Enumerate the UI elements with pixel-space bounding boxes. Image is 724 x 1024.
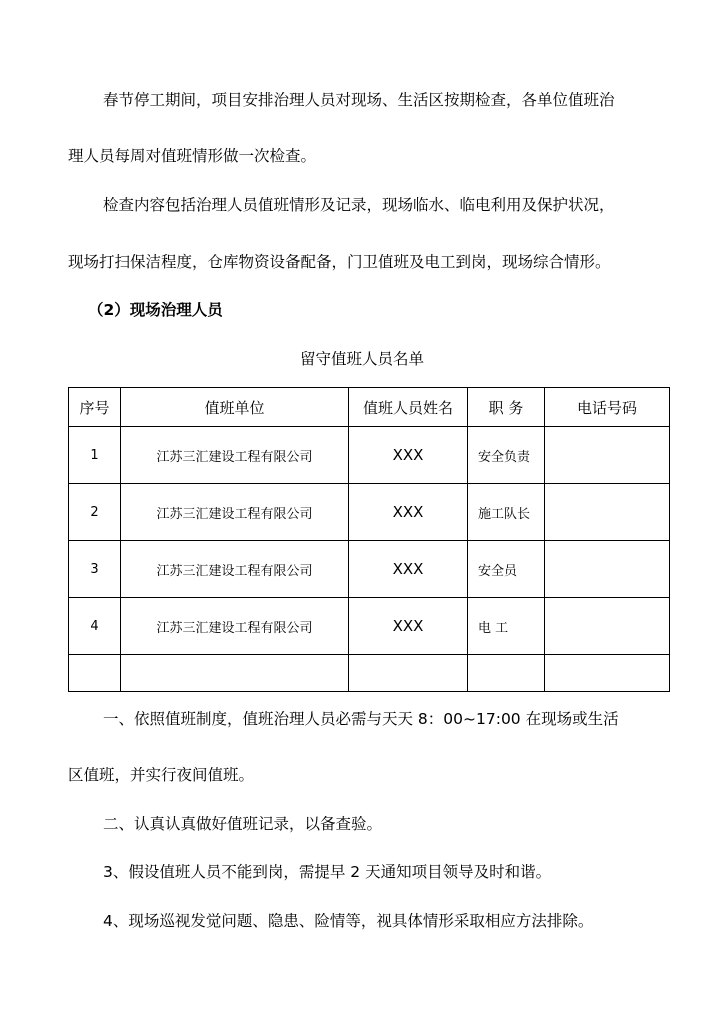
cell-role: 安全负责 bbox=[468, 427, 545, 484]
cell-no: 1 bbox=[69, 427, 121, 484]
cell-empty bbox=[69, 655, 121, 692]
paragraph-2-line-2: 现场打扫保洁程度，仓库物资设备配备，门卫值班及电工到岗，现场综合情形。 bbox=[68, 253, 611, 271]
cell-unit: 江苏三汇建设工程有限公司 bbox=[121, 598, 349, 655]
table-row bbox=[69, 484, 670, 541]
cell-empty bbox=[545, 655, 670, 692]
header-unit: 值班单位 bbox=[121, 388, 349, 427]
header-role: 职 务 bbox=[468, 388, 545, 427]
header-phone: 电话号码 bbox=[545, 388, 670, 427]
paragraph-1-line-1: 春节停工期间，项目安排治理人员对现场、生活区按期检查，各单位值班治 bbox=[103, 91, 615, 109]
table-header-row bbox=[69, 388, 670, 427]
table-row bbox=[69, 427, 670, 484]
cell-role: 安全员 bbox=[468, 541, 545, 598]
cell-role: 电 工 bbox=[468, 598, 545, 655]
paragraph-2-line-1: 检查内容包括治理人员值班情形及记录，现场临水、临电利用及保护状况， bbox=[103, 196, 615, 214]
table-row-empty bbox=[69, 655, 670, 692]
header-no: 序号 bbox=[69, 388, 121, 427]
cell-phone bbox=[545, 598, 670, 655]
cell-name: XXX bbox=[349, 541, 468, 598]
duty-roster-table bbox=[68, 387, 670, 692]
rule-3: 3、假设值班人员不能到岗，需提早 2 天通知项目领导及时和谐。 bbox=[103, 863, 552, 881]
cell-name: XXX bbox=[349, 427, 468, 484]
cell-no: 2 bbox=[69, 484, 121, 541]
cell-unit: 江苏三汇建设工程有限公司 bbox=[121, 541, 349, 598]
cell-no: 3 bbox=[69, 541, 121, 598]
cell-empty bbox=[121, 655, 349, 692]
table-row bbox=[69, 541, 670, 598]
header-name: 值班人员姓名 bbox=[349, 388, 468, 427]
cell-name: XXX bbox=[349, 598, 468, 655]
cell-no: 4 bbox=[69, 598, 121, 655]
cell-name: XXX bbox=[349, 484, 468, 541]
cell-phone bbox=[545, 484, 670, 541]
cell-phone bbox=[545, 541, 670, 598]
table-title: 留守值班人员名单 bbox=[299, 350, 424, 368]
table-row bbox=[69, 598, 670, 655]
cell-unit: 江苏三汇建设工程有限公司 bbox=[121, 484, 349, 541]
rule-1-line-1: 一、依照值班制度，值班治理人员必需与天天 8：00~17:00 在现场或生活 bbox=[103, 710, 619, 728]
paragraph-1-line-2: 理人员每周对值班情形做一次检查。 bbox=[68, 147, 317, 165]
rule-2: 二、认真认真做好值班记录，以备查验。 bbox=[103, 815, 383, 833]
rule-4: 4、现场巡视发觉问题、隐患、险情等，视具体情形采取相应方法排除。 bbox=[103, 912, 594, 930]
section-heading: （2）现场治理人员 bbox=[88, 301, 223, 319]
cell-role: 施工队长 bbox=[468, 484, 545, 541]
cell-phone bbox=[545, 427, 670, 484]
cell-empty bbox=[349, 655, 468, 692]
rule-1-line-2: 区值班，并实行夜间值班。 bbox=[68, 766, 255, 784]
cell-unit: 江苏三汇建设工程有限公司 bbox=[121, 427, 349, 484]
cell-empty bbox=[468, 655, 545, 692]
